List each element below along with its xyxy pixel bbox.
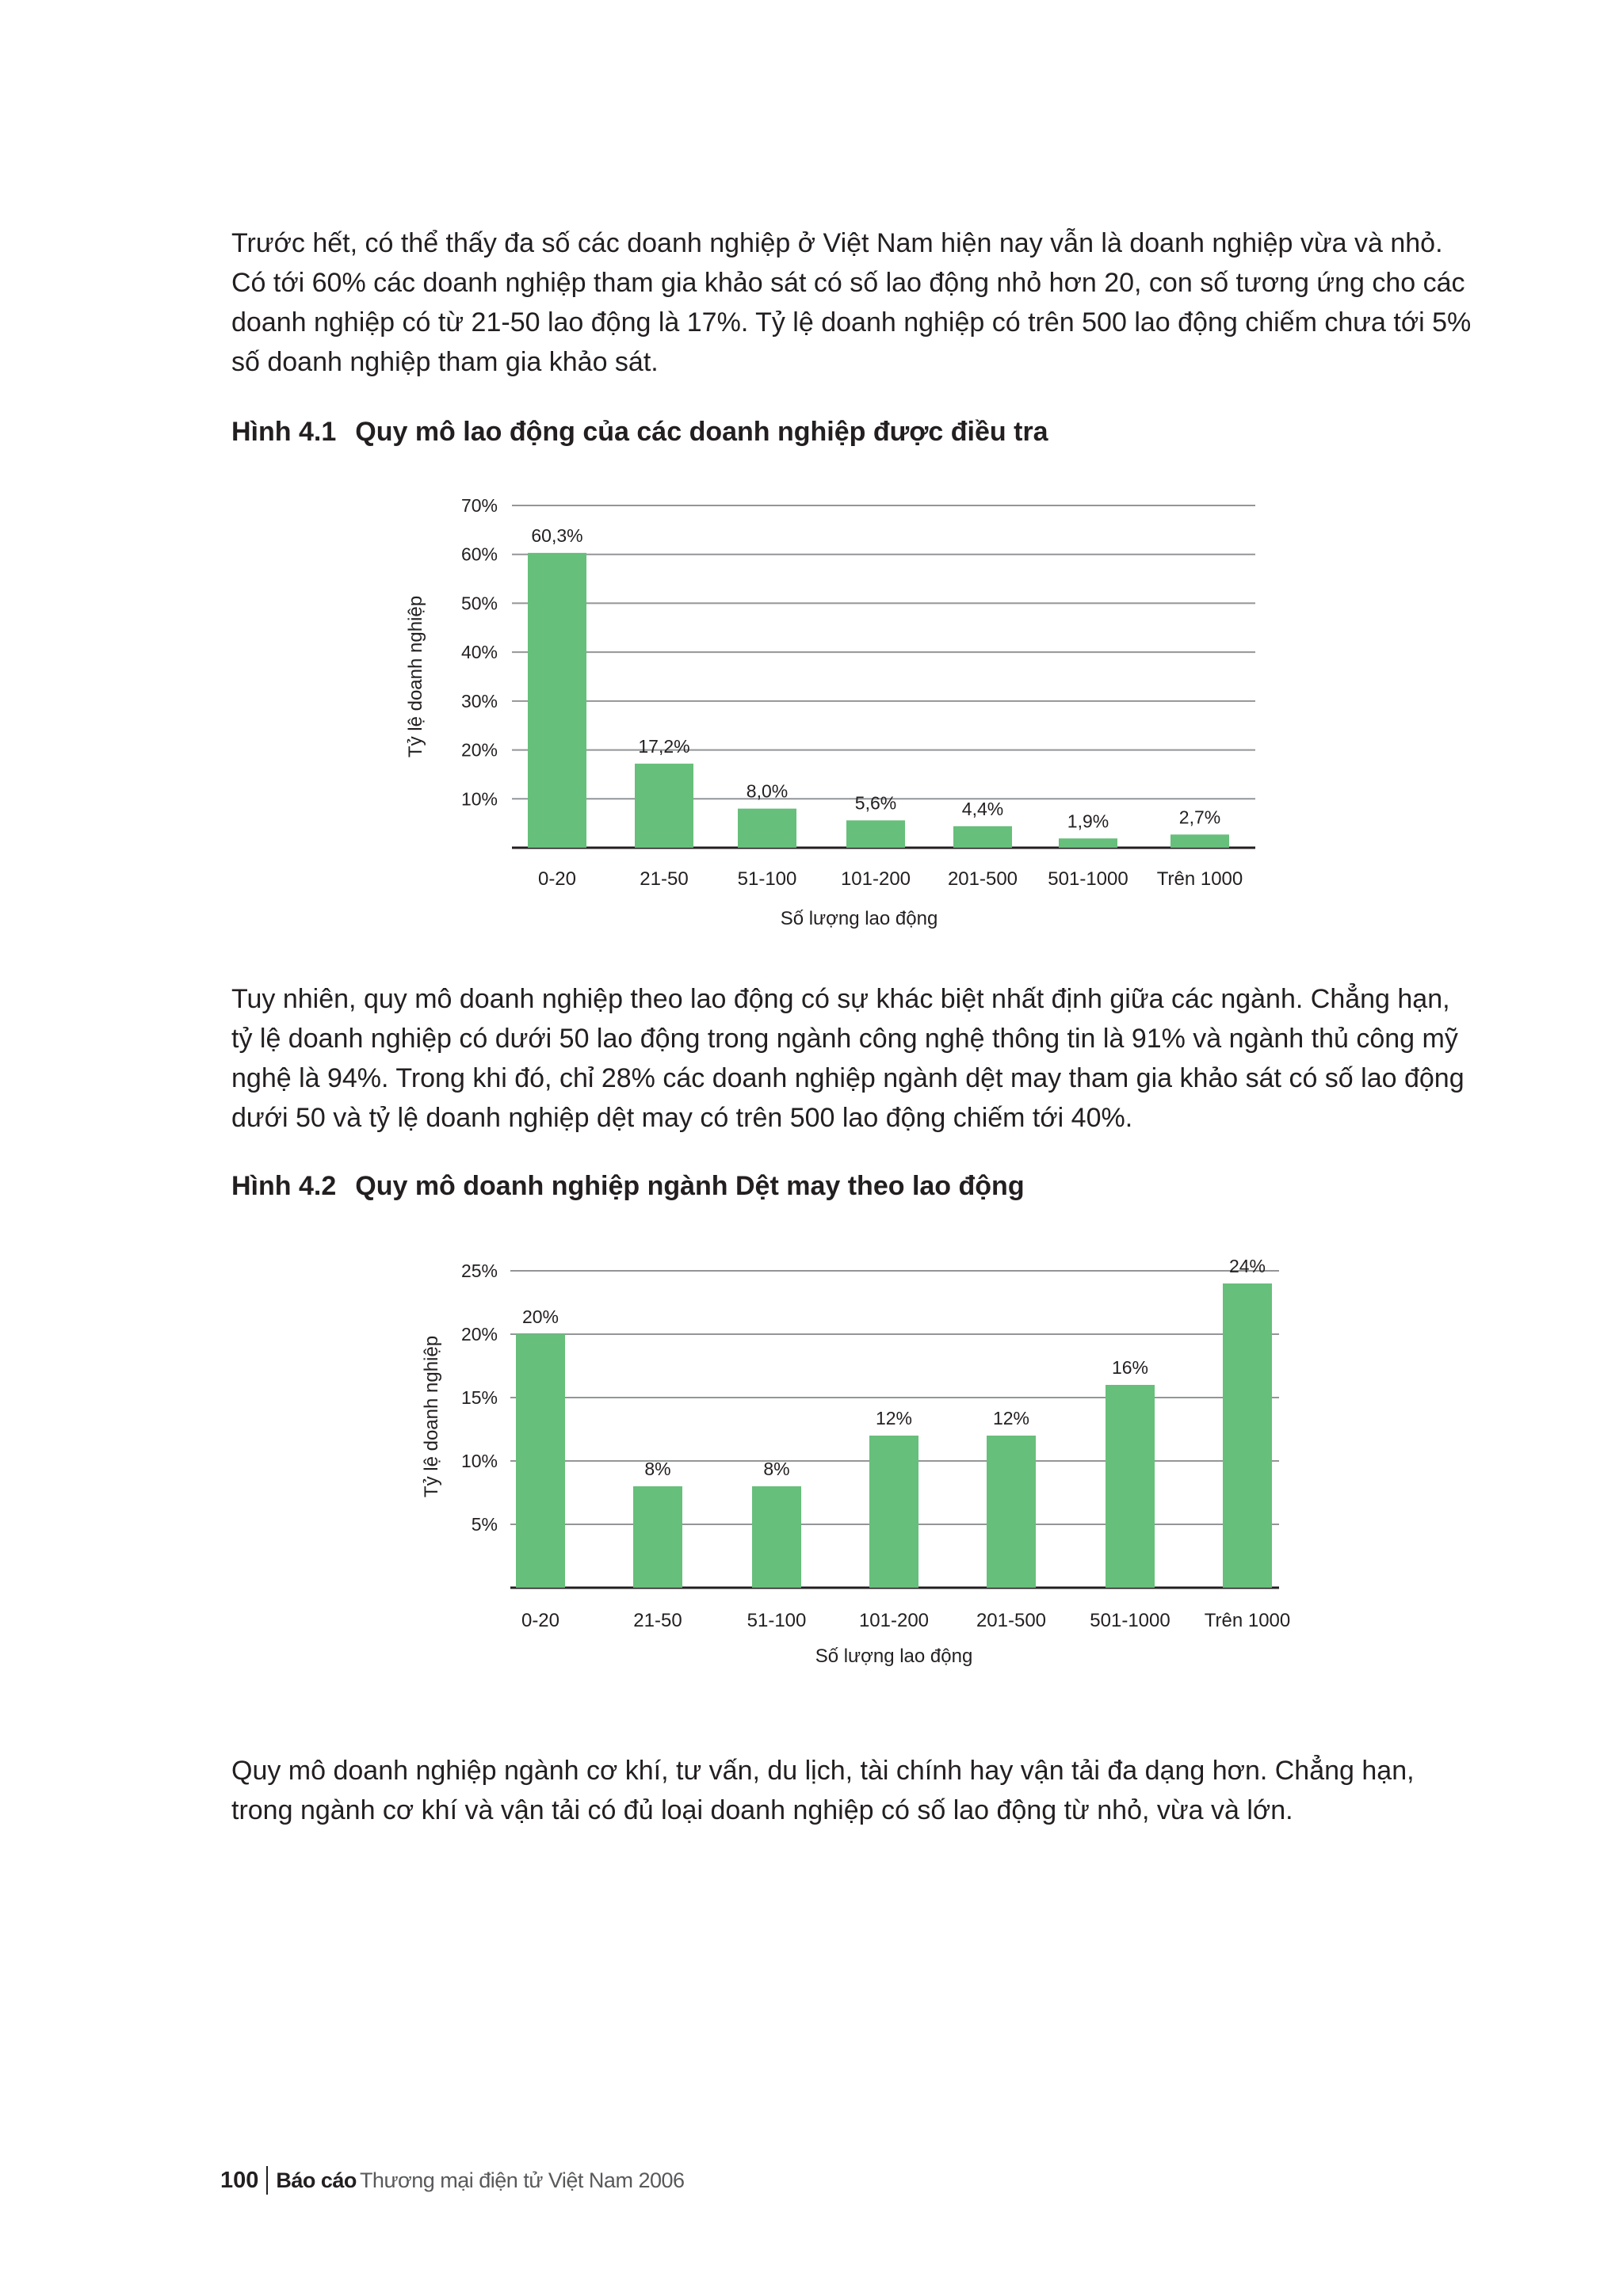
y-tick-label: 40% xyxy=(460,642,498,663)
x-tick-label: 101-200 xyxy=(840,868,911,890)
industry-difference-paragraph: Tuy nhiên, quy mô doanh nghiệp theo lao động có sự khác biệt nhất định giữa các ngành. Chẳng hạn, tỷ lệ doanh nghiệp có dưới 50 lao động trong ngành công nghệ thông tin là 91% và ngành thủ công mỹ nghệ là 94%. Trong khi đó, chỉ 28% các doanh nghiệp ngành dệt may tham gia khảo sát có số lao động dưới 50 và tỷ lệ doanh nghiệp dệt may có trên 500 lao động chiếm tới 40%. xyxy=(231,984,1465,1133)
data-label: 16% xyxy=(1111,1357,1149,1378)
report-brand: Báo cáo xyxy=(276,2168,357,2192)
figure-4-1-title xyxy=(231,417,1048,448)
bar xyxy=(516,1334,565,1588)
textile-labor-bar-chart xyxy=(0,1236,1623,1680)
data-label: 8% xyxy=(763,1459,790,1479)
bar xyxy=(846,820,905,848)
page-number: 100 xyxy=(220,2167,259,2193)
x-tick-label: 101-200 xyxy=(858,1610,930,1631)
bar xyxy=(953,826,1012,848)
y-tick-label: 20% xyxy=(460,1324,498,1344)
bar xyxy=(738,809,796,848)
page-footer xyxy=(220,2164,685,2196)
data-label: 24% xyxy=(1228,1256,1266,1276)
bar xyxy=(752,1486,801,1588)
data-label: 8,0% xyxy=(746,780,789,802)
y-tick-label: 15% xyxy=(460,1387,498,1408)
bar xyxy=(528,553,586,848)
figure-4-1-number: Hình 4.1 xyxy=(231,417,337,447)
y-tick-label: 50% xyxy=(460,593,498,614)
data-label: 20% xyxy=(521,1306,559,1327)
x-tick-label: 51-100 xyxy=(737,868,797,890)
bar xyxy=(987,1436,1036,1588)
data-label: 17,2% xyxy=(638,735,690,757)
x-tick-label: 51-100 xyxy=(747,1610,807,1631)
y-tick-label: 10% xyxy=(460,788,498,810)
diversity-paragraph: Quy mô doanh nghiệp ngành cơ khí, tư vấn, du lịch, tài chính hay vận tải đa dạng hơn. Chẳng hạn, trong ngành cơ khí và vận tải có đủ loại doanh nghiệp có số lao động từ nhỏ, vừa và lớn. xyxy=(231,1756,1415,1825)
x-tick-label: Trên 1000 xyxy=(1204,1610,1291,1631)
figure-4-2-number: Hình 4.2 xyxy=(231,1171,337,1201)
x-axis-title: Số lượng lao động xyxy=(815,1646,973,1667)
y-tick-label: 5% xyxy=(471,1514,498,1535)
bar xyxy=(869,1436,918,1588)
data-label: 5,6% xyxy=(854,792,897,814)
x-tick-label: 501-1000 xyxy=(1048,868,1128,890)
figure-4-1-caption: Quy mô lao động của các doanh nghiệp được điều tra xyxy=(355,417,1048,447)
x-tick-label: 501-1000 xyxy=(1090,1610,1170,1631)
bar xyxy=(633,1486,682,1588)
data-label: 1,9% xyxy=(1067,810,1109,832)
y-tick-label: 70% xyxy=(460,495,498,516)
report-title: Thương mại điện tử Việt Nam 2006 xyxy=(359,2168,685,2192)
footer-separator xyxy=(266,2166,268,2195)
y-tick-label: 10% xyxy=(460,1451,498,1471)
y-tick-label: 20% xyxy=(460,739,498,761)
bar xyxy=(635,764,693,848)
bar xyxy=(1106,1385,1155,1588)
labor-size-bar-chart xyxy=(0,475,1623,951)
data-label: 8% xyxy=(644,1459,671,1479)
x-tick-label: Trên 1000 xyxy=(1156,868,1243,890)
y-tick-label: 60% xyxy=(460,543,498,565)
x-axis-title: Số lượng lao động xyxy=(780,908,938,929)
x-tick-label: 0-20 xyxy=(521,1610,560,1631)
bar xyxy=(1170,834,1229,848)
y-tick-label: 30% xyxy=(460,690,498,711)
intro-paragraph: Trước hết, có thể thấy đa số các doanh nghiệp ở Việt Nam hiện nay vẫn là doanh nghiệp vừa và nhỏ. Có tới 60% các doanh nghiệp tham gia khảo sát có số lao động nhỏ hơn 20, con số tương ứng cho các doanh nghiệp có từ 21-50 lao động là 17%. Tỷ lệ doanh nghiệp có trên 500 lao động chiếm chưa tới 5% số doanh nghiệp tham gia khảo sát. xyxy=(231,228,1472,377)
x-tick-label: 201-500 xyxy=(976,1610,1047,1631)
figure-4-2-caption: Quy mô doanh nghiệp ngành Dệt may theo lao động xyxy=(355,1171,1025,1201)
bar xyxy=(1223,1283,1272,1588)
data-label: 12% xyxy=(875,1408,913,1428)
x-tick-label: 21-50 xyxy=(633,1610,682,1631)
data-label: 60,3% xyxy=(531,524,583,546)
x-tick-label: 21-50 xyxy=(640,868,689,890)
x-tick-label: 0-20 xyxy=(537,868,577,890)
data-label: 4,4% xyxy=(961,798,1004,819)
data-label: 2,7% xyxy=(1178,807,1221,828)
figure-4-2-title xyxy=(231,1171,1025,1202)
x-tick-label: 201-500 xyxy=(947,868,1018,890)
data-label: 12% xyxy=(992,1408,1030,1428)
y-tick-label: 25% xyxy=(460,1261,498,1281)
y-axis-title: Tỷ lệ doanh nghiệp xyxy=(405,595,426,758)
bar xyxy=(1059,838,1117,848)
y-axis-title: Tỷ lệ doanh nghiệp xyxy=(421,1335,442,1498)
